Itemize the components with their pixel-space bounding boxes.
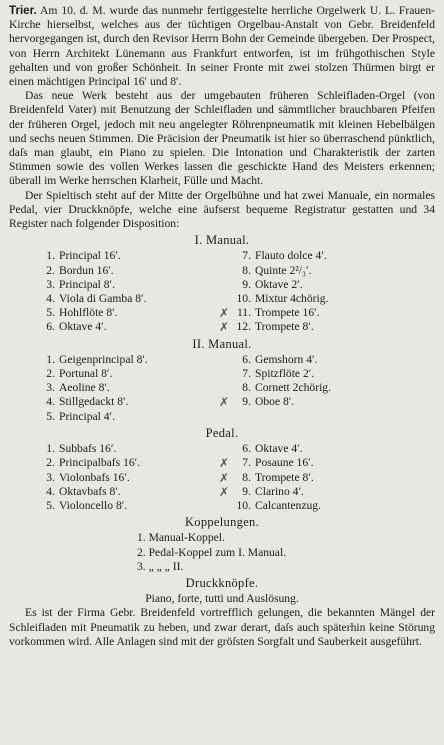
pedal-registers bbox=[33, 442, 435, 513]
register-number: 3. bbox=[46, 470, 55, 484]
register-number: 12. bbox=[236, 320, 251, 334]
register-entry bbox=[33, 499, 229, 513]
register-number: 11. bbox=[236, 306, 251, 320]
register-name: Posaune 16′. bbox=[255, 456, 314, 470]
manual-1-registers bbox=[33, 249, 435, 334]
register-number: 5. bbox=[46, 409, 55, 423]
register-name: Oboe 8′. bbox=[255, 395, 295, 409]
register-name: Trompete 8′. bbox=[255, 470, 314, 484]
intro-text: Am 10. d. M. wurde das nunmehr fertiggestelte herrliche Orgelwerk U. L. Frauen-Kirche hierselbst, welches aus der tüchtigen Orgelbau-Anstalt von Gebr. Breidenfeld hervorgegangen ist, durch den Revisor Herrn Bohn der Gemeinde übergeben. Der Prospect, von Herrn Architekt Lünemann aus Frankfurt entworfen, ist im frühgothischen Style gehalten und von großer Schönheit. In seiner Fronte mit zwei stolzen Thürmen birgt er einen mächtigen Principal 16′ und 8′. bbox=[9, 4, 435, 89]
register-entry bbox=[33, 320, 229, 334]
register-name: Clarino 4′. bbox=[255, 484, 304, 498]
register-name: Hohlflöte 8′. bbox=[59, 306, 118, 320]
register-entry bbox=[33, 264, 229, 278]
register-entry bbox=[33, 395, 229, 409]
register-entry bbox=[219, 470, 439, 485]
register-name: Gemshorn 4′. bbox=[255, 352, 318, 366]
handwritten-mark-icon: ✗ bbox=[219, 470, 230, 485]
register-entry bbox=[229, 278, 439, 292]
register-number: 6. bbox=[242, 442, 251, 456]
register-name: Trompete 16′. bbox=[255, 306, 320, 320]
register-entry bbox=[229, 249, 439, 263]
dateline: Trier. bbox=[9, 4, 37, 17]
koppelungen-list bbox=[137, 531, 435, 574]
register-name: Violoncello 8′. bbox=[59, 498, 128, 512]
register-entry bbox=[33, 485, 229, 499]
register-entry bbox=[33, 306, 229, 320]
register-entry bbox=[229, 381, 439, 395]
register-entry bbox=[219, 320, 439, 335]
closing-paragraph: Es ist der Firma Gebr. Breidenfeld vortrefflich gelungen, die bekannten Mängel der Schleifladen mit Pneumatik zu heben, und zwar derart, daſs auch späterhin keine Störung vorkommen wird. Alle Anlagen sind mit der gröſsten Sorgfalt und Sauberkeit ausgeführt. bbox=[9, 606, 435, 648]
register-name: Stillgedackt 8′. bbox=[59, 395, 129, 409]
register-name: Flauto dolce 4′. bbox=[255, 249, 327, 263]
empty-cell bbox=[229, 410, 439, 424]
register-entry bbox=[219, 456, 439, 471]
register-name: Principal 8′. bbox=[59, 277, 115, 291]
register-name: Subbafs 16′. bbox=[59, 442, 117, 456]
paragraph-3: Der Spieltisch steht auf der Mitte der Orgelbühne und hat zwei Manuale, ein normales Pedal, vier Druckknöpfe, welche eine äufserst bequeme Registratur gestatten und 34 Register nach folgender Disposition: bbox=[9, 188, 435, 231]
register-number: 10. bbox=[236, 498, 251, 512]
register-name: Oktave 4′. bbox=[59, 320, 107, 334]
handwritten-mark-icon: ✗ bbox=[219, 456, 230, 471]
koppel-item: 3. „ „ „ II. bbox=[137, 559, 184, 573]
register-number: 7. bbox=[242, 367, 251, 381]
register-number: 4. bbox=[46, 292, 55, 306]
register-number: 7. bbox=[242, 249, 251, 263]
register-name: Mixtur 4chörig. bbox=[255, 292, 329, 306]
register-name: Violonbafs 16′. bbox=[59, 470, 130, 484]
register-entry bbox=[33, 381, 229, 395]
register-name: Bordun 16′. bbox=[59, 263, 114, 277]
register-name: Geigenprincipal 8′. bbox=[59, 352, 148, 366]
register-number: 4. bbox=[46, 484, 55, 498]
register-entry bbox=[33, 410, 229, 424]
register-number: 6. bbox=[242, 352, 251, 366]
register-number: 9. bbox=[242, 277, 251, 291]
register-number: 2. bbox=[46, 456, 55, 470]
register-number: 6. bbox=[46, 320, 55, 334]
register-number: 5. bbox=[46, 498, 55, 512]
register-number: 3. bbox=[46, 381, 55, 395]
register-entry bbox=[33, 471, 229, 485]
register-entry bbox=[33, 456, 229, 470]
register-entry bbox=[229, 499, 439, 513]
register-number: 3. bbox=[46, 277, 55, 291]
register-number: 1. bbox=[46, 352, 55, 366]
register-name: Spitzflöte 2′. bbox=[255, 367, 315, 381]
register-entry bbox=[219, 395, 439, 410]
register-number: 2. bbox=[46, 367, 55, 381]
register-entry bbox=[229, 353, 439, 367]
pedal-title: Pedal. bbox=[205, 425, 239, 440]
handwritten-mark-icon: ✗ bbox=[219, 484, 230, 499]
register-number: 10. bbox=[236, 292, 251, 306]
handwritten-mark-icon: ✗ bbox=[219, 395, 230, 410]
koppel-item: 1. Manual-Koppel. bbox=[137, 531, 225, 545]
register-entry bbox=[33, 442, 229, 456]
koppelungen-title: Koppelungen. bbox=[184, 515, 260, 530]
register-entry bbox=[219, 306, 439, 321]
handwritten-mark-icon: ✗ bbox=[219, 320, 230, 335]
register-name: Viola di Gamba 8′. bbox=[59, 292, 147, 306]
register-number: 7. bbox=[242, 456, 251, 470]
register-name: Oktavbafs 8′. bbox=[59, 484, 121, 498]
register-name: Principalbafs 16′. bbox=[59, 456, 141, 470]
register-name: Principal 16′. bbox=[59, 249, 121, 263]
manual-1-title: I. Manual. bbox=[194, 233, 250, 248]
register-name: Aeoline 8′. bbox=[59, 381, 110, 395]
manual-2-title: II. Manual. bbox=[192, 336, 252, 351]
register-entry bbox=[229, 442, 439, 456]
register-entry bbox=[219, 484, 439, 499]
register-entry bbox=[229, 264, 439, 278]
register-number: 1. bbox=[46, 442, 55, 456]
register-name: Quinte 2²/₃′. bbox=[255, 263, 312, 277]
register-number: 1. bbox=[46, 249, 55, 263]
register-name: Calcantenzug. bbox=[255, 498, 321, 512]
register-name: Oktave 4′. bbox=[255, 442, 303, 456]
manual-2-registers bbox=[33, 353, 435, 424]
register-number: 5. bbox=[46, 306, 55, 320]
register-number: 8. bbox=[242, 263, 251, 277]
koppel-item: 2. Pedal-Koppel zum I. Manual. bbox=[137, 545, 287, 559]
register-entry bbox=[33, 249, 229, 263]
register-name: Cornett 2chörig. bbox=[255, 381, 331, 395]
register-number: 8. bbox=[242, 470, 251, 484]
register-number: 8. bbox=[242, 381, 251, 395]
paragraph-2: Das neue Werk besteht aus der umgebauten früheren Schleifladen-Orgel (von Breidenfeld Vater) mit Benutzung der Schleifladen und sämmtlicher brauchbaren Pfeifen der früheren Orgel, jedoch mit neu angelegter Röhrenpneumatik mit kleinen Hebelbälgen und sechs neuen Stimmen. Die Präcision der Pneumatik ist hier so überraschend pünktlich, daſs man glaubt, ein Piano zu spielen. Die Intonation und Charakteristik der zarten Stimmen sowie des vollen Werkes lassen die geschickte Hand des Meisters erkennen; überall im Werke herrschen Klarheit, Fülle und Macht. bbox=[9, 89, 435, 188]
register-name: Portunal 8′. bbox=[59, 367, 113, 381]
register-number: 2. bbox=[46, 263, 55, 277]
handwritten-mark-icon: ✗ bbox=[219, 306, 230, 321]
register-entry bbox=[33, 278, 229, 292]
druckknoepfe-text: Piano, forte, tutti und Auslösung. bbox=[145, 592, 299, 606]
register-name: Principal 4′. bbox=[59, 409, 115, 423]
register-number: 9. bbox=[242, 395, 251, 409]
register-number: 4. bbox=[46, 395, 55, 409]
register-entry bbox=[33, 292, 229, 306]
register-name: Trompete 8′. bbox=[255, 320, 314, 334]
druckknoepfe-title: Druckknöpfe. bbox=[185, 575, 259, 590]
register-number: 9. bbox=[242, 484, 251, 498]
register-entry bbox=[33, 367, 229, 381]
register-entry bbox=[33, 353, 229, 367]
register-name: Oktave 2′. bbox=[255, 277, 303, 291]
register-entry bbox=[229, 292, 439, 306]
register-entry bbox=[229, 367, 439, 381]
intro-paragraph bbox=[9, 4, 435, 89]
